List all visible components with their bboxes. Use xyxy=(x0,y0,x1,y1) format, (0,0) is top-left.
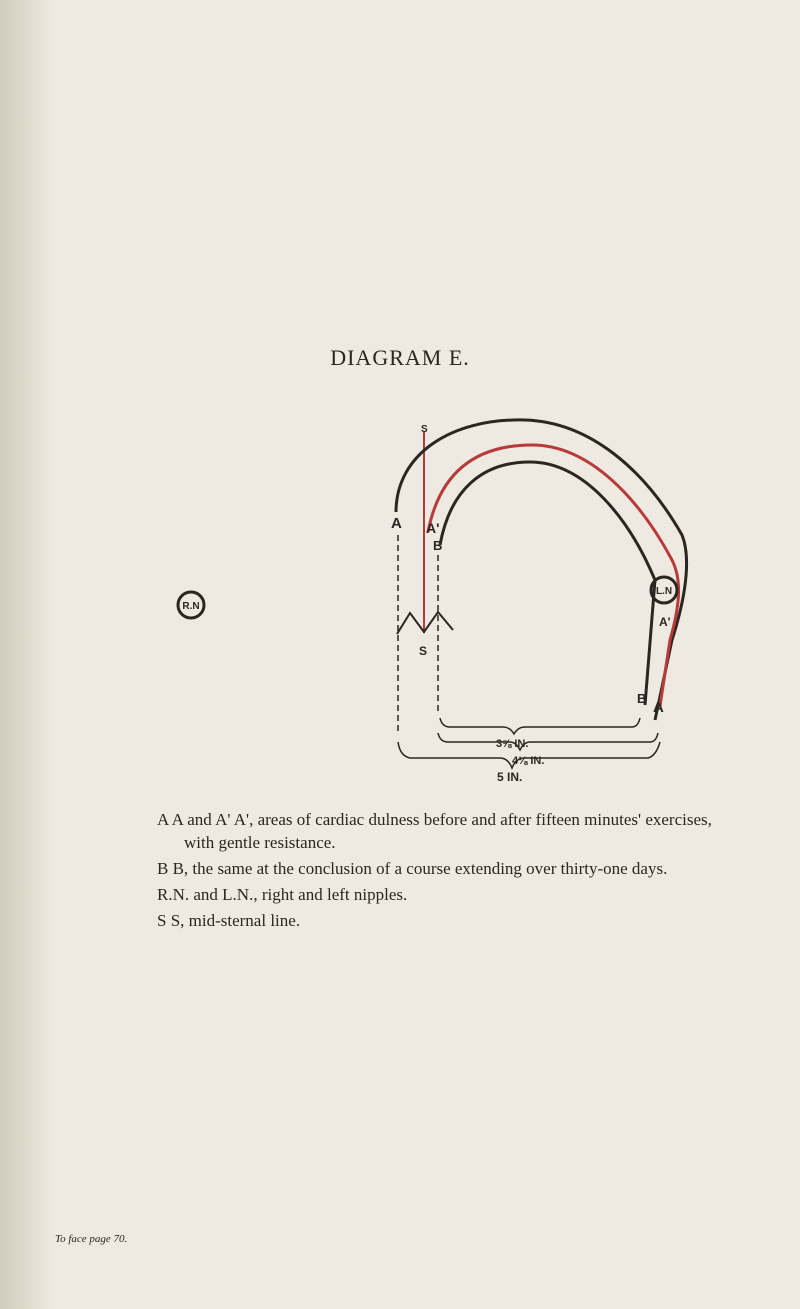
legend-aa: A A and A' A', areas of cardiac dulness before and after fifteen minutes' exercises, with gentle resistance. xyxy=(157,810,712,852)
label-s-bottom: S xyxy=(419,644,428,658)
label-b-right: B xyxy=(637,691,647,706)
legend-ss: S S, mid-sternal line. xyxy=(157,911,301,930)
legend xyxy=(157,808,717,935)
brace-inner xyxy=(440,718,640,734)
label-a1-left: A' xyxy=(426,520,440,536)
label-s-top: S xyxy=(421,424,428,435)
label-a-left: A xyxy=(391,515,402,532)
right-nipple-label: R.N xyxy=(182,601,200,612)
measure-inner: 3⅝ IN. xyxy=(496,738,529,750)
legend-nipples: R.N. and L.N., right and left nipples. xyxy=(157,885,408,904)
brace-middle xyxy=(438,733,658,750)
outline-aa xyxy=(396,420,687,720)
label-b-left: B xyxy=(433,538,443,553)
label-a-right: A xyxy=(653,699,664,716)
measure-outer: 5 IN. xyxy=(497,770,523,784)
cardiac-dulness-diagram xyxy=(0,400,800,800)
page-footer: To face page 70. xyxy=(55,1233,128,1245)
outline-a1a1 xyxy=(428,445,679,706)
legend-bb: B B, the same at the conclusion of a course extending over thirty-one days. xyxy=(157,859,668,878)
label-a1-right: A' xyxy=(659,615,671,629)
diagram-title: DIAGRAM E. xyxy=(330,345,470,370)
outline-bb xyxy=(440,462,655,705)
left-nipple-label: L.N xyxy=(655,586,673,597)
measure-middle: 4⅛ IN. xyxy=(512,755,545,767)
